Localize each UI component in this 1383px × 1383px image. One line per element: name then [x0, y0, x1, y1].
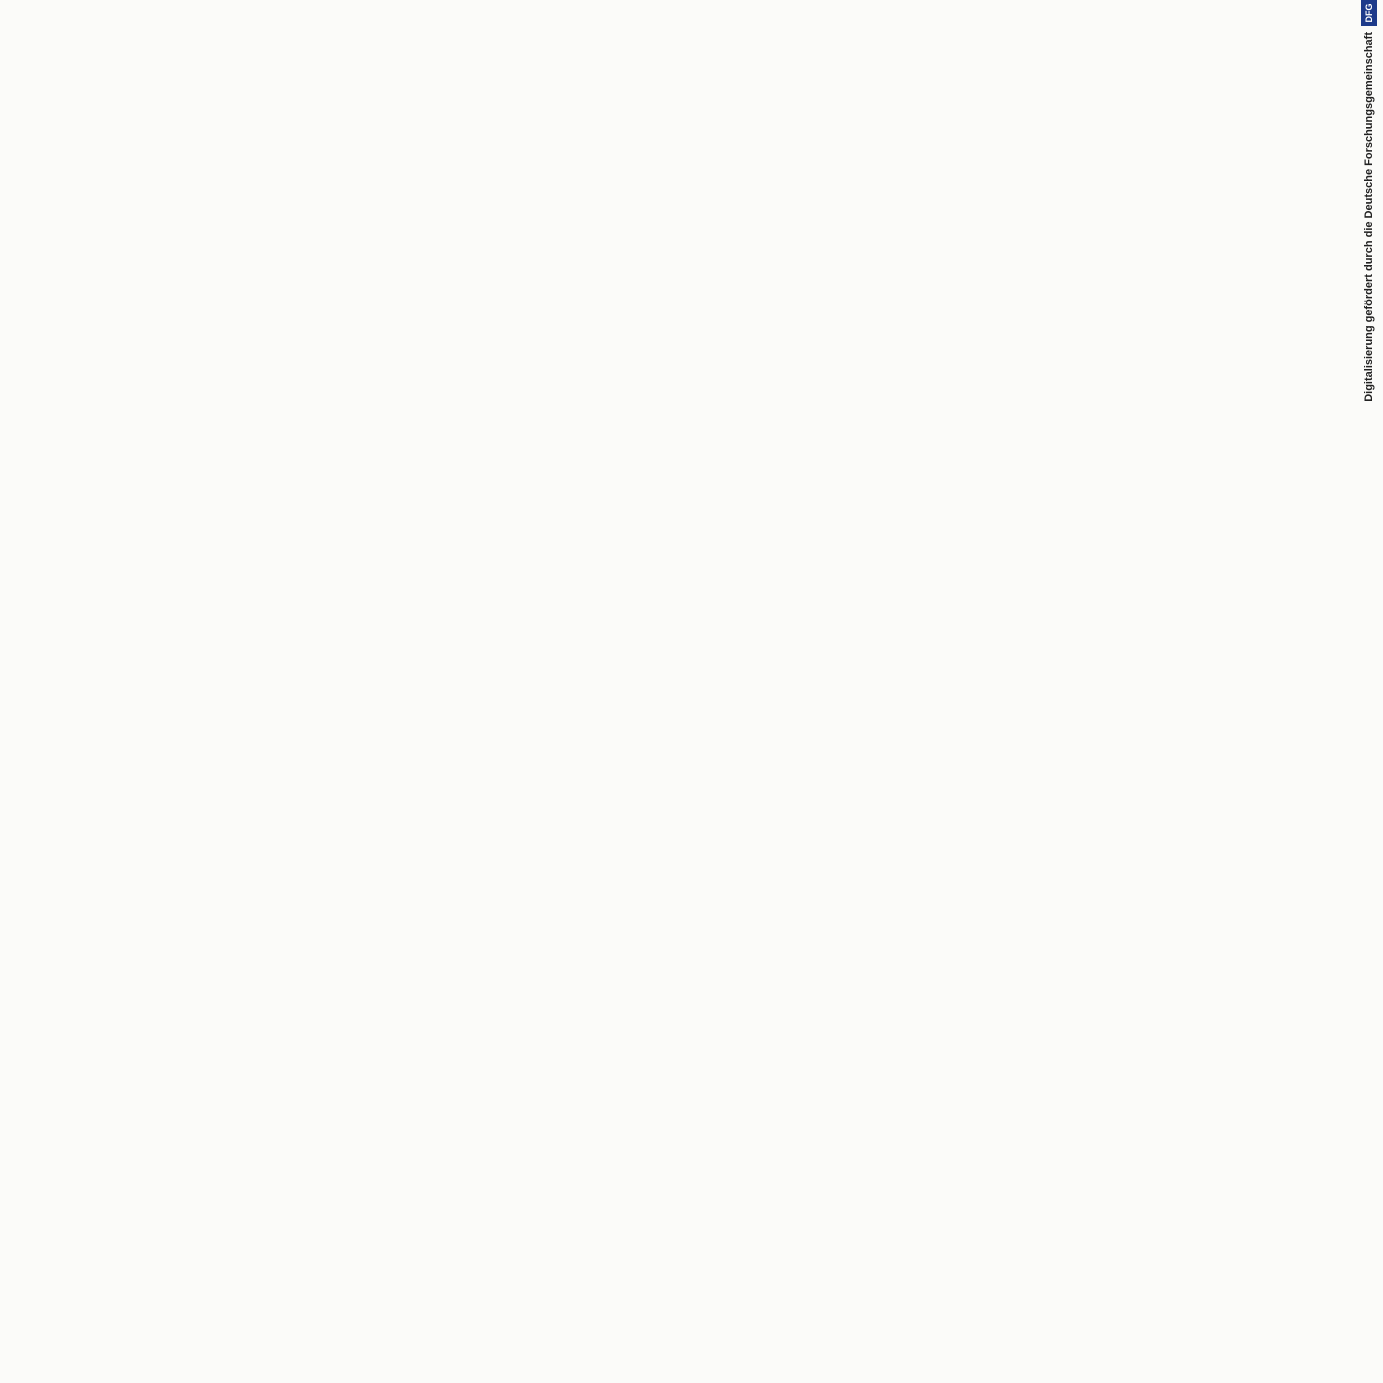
digitization-credit [1359, 0, 1381, 1000]
dfg-logo: DFG [1361, 0, 1377, 26]
credit-text: Digitalisierung gefördert durch die Deutsche Forschungsgemeinschaft [1363, 32, 1375, 402]
